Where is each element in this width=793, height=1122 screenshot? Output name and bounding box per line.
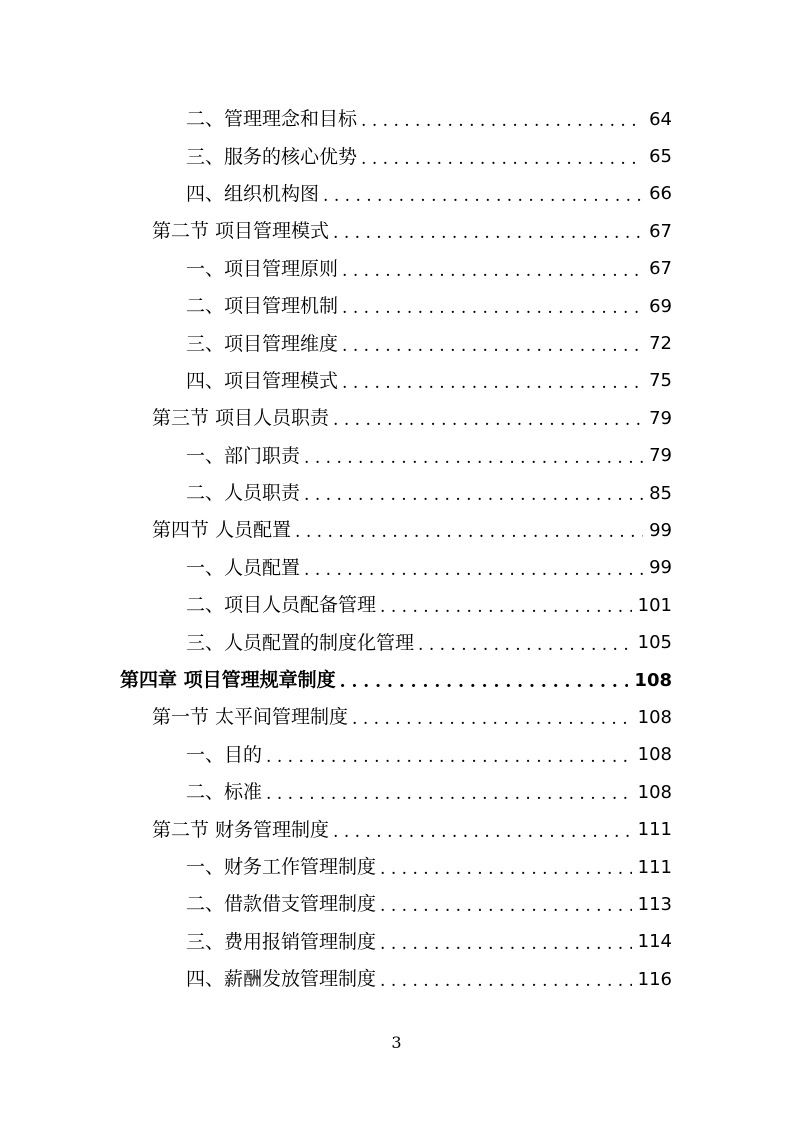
toc-dot-leader	[342, 338, 643, 355]
toc-dot-leader	[342, 300, 643, 317]
toc-entry[interactable]	[0, 251, 793, 288]
toc-entry-page: 116	[637, 968, 672, 990]
toc-entry-title: 第一节 太平间管理制度	[152, 706, 349, 729]
toc-entry[interactable]	[0, 774, 793, 811]
toc-entry-page: 69	[649, 295, 672, 317]
toc-dot-leader	[352, 711, 632, 728]
toc-dot-leader	[304, 487, 643, 504]
toc-entry-title: 四、组织机构图	[186, 182, 320, 205]
toc-entry[interactable]	[0, 849, 793, 886]
toc-entry-title: 一、人员配置	[186, 556, 301, 579]
toc-entry[interactable]	[0, 176, 793, 213]
toc-entry-title: 一、部门职责	[186, 444, 301, 467]
toc-entry-title: 三、项目管理维度	[186, 332, 339, 355]
toc-entry[interactable]	[0, 438, 793, 475]
toc-dot-leader	[418, 637, 632, 654]
toc-entry-title: 二、人员职责	[186, 482, 301, 505]
toc-entry-page: 67	[649, 220, 672, 242]
toc-entry-title: 三、人员配置的制度化管理	[186, 631, 415, 654]
toc-dot-leader	[340, 674, 629, 691]
table-of-contents	[0, 101, 793, 998]
toc-section-entry[interactable]	[0, 400, 793, 437]
toc-dot-leader	[380, 599, 632, 616]
toc-dot-leader	[295, 524, 643, 541]
toc-entry-page: 65	[649, 146, 672, 168]
toc-entry-title: 二、管理理念和目标	[186, 108, 358, 131]
toc-dot-leader	[380, 973, 632, 990]
toc-entry-page: 113	[637, 893, 672, 915]
toc-entry[interactable]	[0, 924, 793, 961]
toc-entry[interactable]	[0, 288, 793, 325]
toc-dot-leader	[380, 861, 632, 878]
toc-entry-page: 105	[637, 632, 672, 654]
toc-entry-page: 99	[649, 519, 672, 541]
toc-entry[interactable]	[0, 737, 793, 774]
toc-dot-leader	[266, 749, 632, 766]
toc-entry-title: 二、项目管理机制	[186, 295, 339, 318]
toc-entry-page: 99	[649, 557, 672, 579]
toc-dot-leader	[361, 113, 643, 130]
toc-dot-leader	[361, 151, 643, 168]
toc-dot-leader	[380, 936, 632, 953]
toc-entry-page: 108	[637, 781, 672, 803]
toc-entry-title: 四、薪酬发放管理制度	[186, 968, 377, 991]
toc-entry-title: 一、项目管理原则	[186, 257, 339, 280]
toc-entry[interactable]	[0, 961, 793, 998]
toc-section-entry[interactable]	[0, 811, 793, 848]
toc-entry[interactable]	[0, 325, 793, 362]
toc-entry-page: 79	[649, 445, 672, 467]
toc-entry-title: 三、服务的核心优势	[186, 145, 358, 168]
toc-chapter-entry[interactable]	[0, 662, 793, 699]
toc-entry-title: 第四节 人员配置	[152, 519, 292, 542]
toc-entry-page: 72	[649, 333, 672, 355]
toc-entry[interactable]	[0, 475, 793, 512]
toc-entry-title: 二、标准	[186, 781, 263, 804]
toc-section-entry[interactable]	[0, 512, 793, 549]
toc-entry-title: 三、费用报销管理制度	[186, 930, 377, 953]
toc-entry-title: 四、项目管理模式	[186, 369, 339, 392]
toc-entry[interactable]	[0, 886, 793, 923]
toc-entry-page: 101	[637, 594, 672, 616]
toc-entry-page: 66	[649, 183, 672, 205]
toc-dot-leader	[304, 450, 643, 467]
toc-entry-title: 一、财务工作管理制度	[186, 856, 377, 878]
toc-entry-page: 108	[634, 669, 672, 691]
toc-dot-leader	[333, 824, 632, 841]
toc-entry[interactable]	[0, 138, 793, 175]
toc-dot-leader	[333, 412, 643, 429]
toc-entry[interactable]	[0, 624, 793, 661]
toc-entry-page: 79	[649, 407, 672, 429]
toc-dot-leader	[323, 188, 643, 205]
toc-section-entry[interactable]	[0, 699, 793, 736]
toc-dot-leader	[266, 786, 632, 803]
toc-entry-title: 二、项目人员配备管理	[186, 594, 377, 617]
toc-entry-page: 85	[649, 482, 672, 504]
toc-entry-page: 114	[637, 931, 672, 953]
toc-entry[interactable]	[0, 101, 793, 138]
toc-entry-page: 111	[637, 819, 672, 841]
toc-entry-title: 一、目的	[186, 743, 263, 766]
toc-dot-leader	[333, 225, 643, 242]
toc-entry-title: 第四章 项目管理规章制度	[120, 669, 336, 692]
toc-entry[interactable]	[0, 587, 793, 624]
page-number: 3	[391, 1033, 402, 1052]
toc-entry-page: 108	[637, 744, 672, 766]
toc-entry-title: 第三节 项目人员职责	[152, 407, 330, 430]
toc-dot-leader	[380, 898, 632, 915]
toc-entry-page: 64	[649, 108, 672, 130]
toc-dot-leader	[342, 375, 643, 392]
toc-dot-leader	[342, 263, 643, 280]
toc-entry-page: 75	[649, 370, 672, 392]
toc-entry-page: 108	[637, 706, 672, 728]
toc-entry-page: 67	[649, 258, 672, 280]
toc-entry-title: 第二节 项目管理模式	[152, 220, 330, 243]
toc-entry-title: 第二节 财务管理制度	[152, 818, 330, 841]
toc-section-entry[interactable]	[0, 213, 793, 250]
toc-entry-page: 111	[637, 856, 672, 878]
toc-dot-leader	[304, 562, 643, 579]
toc-entry[interactable]	[0, 363, 793, 400]
toc-entry-title: 二、借款借支管理制度	[186, 893, 377, 916]
toc-entry[interactable]	[0, 550, 793, 587]
